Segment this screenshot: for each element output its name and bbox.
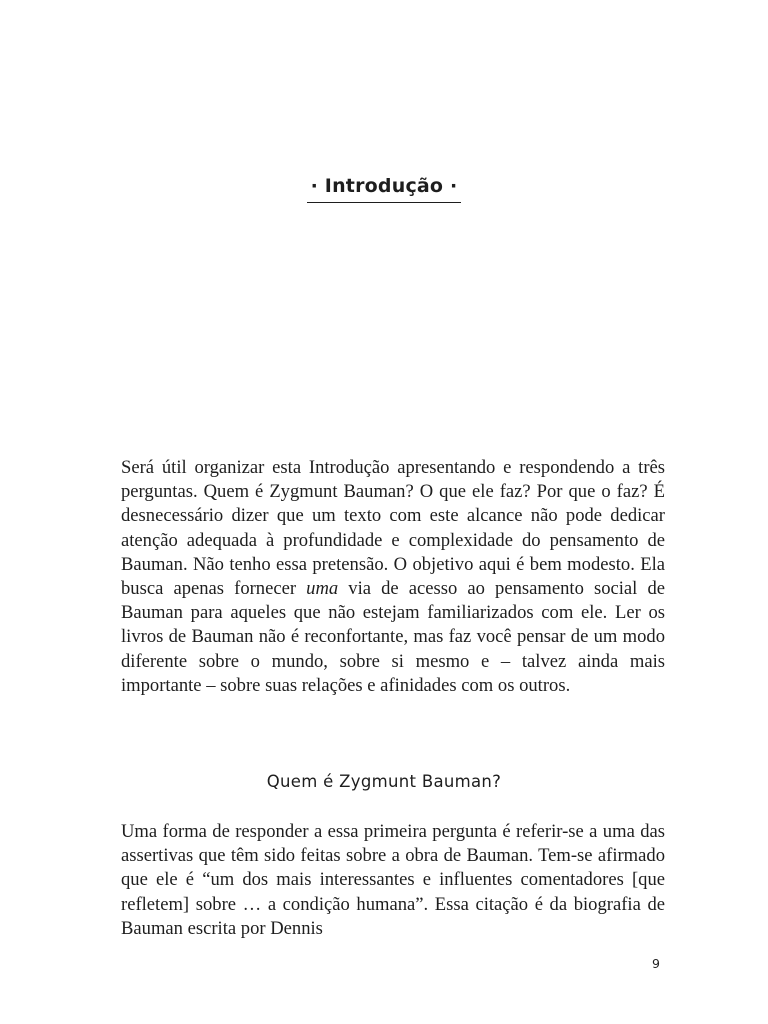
intro-paragraph-text-end: via de acesso ao pensamento social de Bauman para aqueles que não estejam familiarizados com ele. Ler os livros de Bauman não é reconfortante, mas faz você pensar de um modo diferente sobre o mundo, sobre si mesmo e – talvez ainda mais importante – sobre suas relações e afinidades com os outros. xyxy=(121,578,665,696)
section-paragraph: Uma forma de responder a essa primeira pergunta é referir-se a uma das assertivas que têm sido feitas sobre a obra de Bauman. Tem-se afirmado que ele é “um dos mais interessantes e influentes comentadores [que refletem] sobre … a condição humana”. Essa citação é da biografia de Bauman escrita por Dennis xyxy=(121,821,665,939)
intro-paragraph-emphasis: uma xyxy=(306,578,339,600)
chapter-title-text: · Introdução · xyxy=(307,175,462,203)
section-heading: Quem é Zygmunt Bauman? xyxy=(266,772,502,791)
chapter-title xyxy=(0,175,768,203)
intro-paragraph xyxy=(121,456,665,698)
intro-paragraph-text-start: Será útil organizar esta Introdução apresentando e respondendo a três perguntas. Quem é Zygmunt Bauman? O que ele faz? Por que o faz? É desnecessário dizer que um texto com este alcance não pode dedicar atenção adequada à profundidade e complexidade do pensamento de Bauman. Não tenho essa pretensão. O objetivo aqui é bem modesto. Ela busca apenas fornecer xyxy=(121,457,665,600)
page-number: 9 xyxy=(652,956,660,971)
